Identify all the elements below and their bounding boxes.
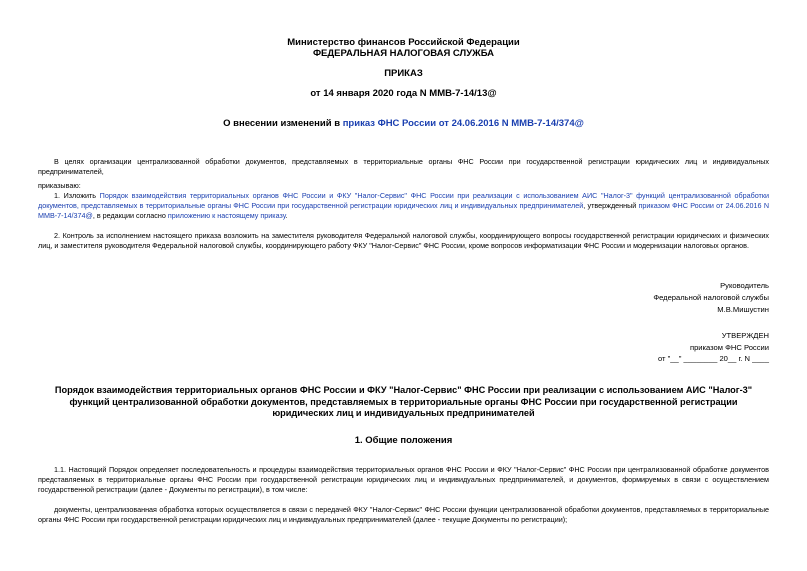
- signature-org: Федеральной налоговой службы: [653, 293, 769, 302]
- intro-text: В целях организации централизованной обработки документов, представляемых в территориальные органы ФНС России при государственной регистрации юридических лиц и индивидуальных предпринимателей,: [38, 157, 769, 176]
- appendix-title: Порядок взаимодействия территориальных органов ФНС России и ФКУ "Налог-Сервис" ФНС России при реализации с использованием АИС "Налог-3" функций централизованной обработки документов, представляемых в территориальные органы ФНС России при государственной регистрации юридических лиц и индивидуальных предпринимателей: [54, 385, 753, 418]
- subject-prefix: О внесении изменений в: [223, 118, 343, 129]
- p11-text: 1.1. Настоящий Порядок определяет последовательность и процедуры взаимодействия территориальных органов ФНС России и ФКУ "Налог-Сервис" ФНС России при централизованной обработке документов представляемых в территориальные органы ФНС России при государственной регистрации юридических лиц и индивидуальных предпринимателей, и документов, формируемых в связи с осуществлением государственной регистрации (далее - Документы по регистрации), в том числе:: [38, 465, 769, 494]
- p1-mid: , утвержденный: [583, 201, 639, 210]
- subject-link[interactable]: приказ ФНС России от 24.06.2016 N ММВ-7-14/374@: [342, 118, 584, 129]
- document-date-number: от 14 января 2020 года N ММВ-7-14/13@: [310, 88, 497, 99]
- service-name: ФЕДЕРАЛЬНАЯ НАЛОГОВАЯ СЛУЖБА: [312, 48, 495, 59]
- p1-mid2: , в редакции согласно: [92, 211, 168, 220]
- p12-text: документы, централизованная обработка которых осуществляется в связи с передачей ФКУ "Налог-Сервис" ФНС России функции централизованной обработки документов, представляемых в территориальные органы ФНС России при государственной регистрации юридических лиц и индивидуальных предпринимателей (далее - текущие Документы по регистрации);: [38, 505, 769, 524]
- p1-start: 1. Изложить: [54, 191, 100, 200]
- paragraph-2: [38, 231, 769, 251]
- p1-procedure-link[interactable]: Порядок взаимодействия территориальных органов ФНС России и ФКУ "Налог-Сервис" ФНС России при реализации с использованием АИС "Налог-3" функций централизованной обработки документов, представляемых в территориальные органы ФНС России при государственной регистрации юридических лиц и индивидуальных предпринимателей: [38, 191, 769, 210]
- approval-line-1: УТВЕРЖДЕН: [721, 331, 769, 340]
- p1-order-link[interactable]: приказом ФНС России от 24.06.2016 N ММВ-7-14/374@: [38, 201, 770, 220]
- section-1-heading: 1. Общие положения: [354, 435, 453, 446]
- document-subject: [0, 118, 807, 129]
- signature-name: М.В.Мишустин: [717, 305, 769, 314]
- order-word: приказываю:: [38, 181, 81, 190]
- p1-appendix-link[interactable]: приложению к настоящему приказу: [167, 211, 286, 220]
- intro-paragraph: [38, 157, 769, 177]
- approval-line-3: от "__" ________ 20__ г. N ____: [657, 354, 769, 363]
- p2-text: 2. Контроль за исполнением настоящего приказа возложить на заместителя руководителя Федеральной налоговой службы, координирующего вопросы государственной регистрации юридических и физических лиц, и заместителя руководителя Федеральной налоговой службы, координирующего работу ФКУ "Налог-Сервис" ФНС России, кроме вопросов информатизации ФНС России и модернизации налоговых органов.: [38, 231, 769, 250]
- ministry-name: Министерство финансов Российской Федерации: [287, 37, 520, 48]
- approval-line-2: приказом ФНС России: [689, 343, 769, 352]
- document-type: ПРИКАЗ: [384, 68, 423, 79]
- paragraph-1-1: [38, 465, 769, 495]
- paragraph-1-1-item: [38, 505, 769, 525]
- paragraph-1: [38, 191, 769, 221]
- p1-end: .: [285, 211, 288, 220]
- signature-title: Руководитель: [720, 281, 769, 290]
